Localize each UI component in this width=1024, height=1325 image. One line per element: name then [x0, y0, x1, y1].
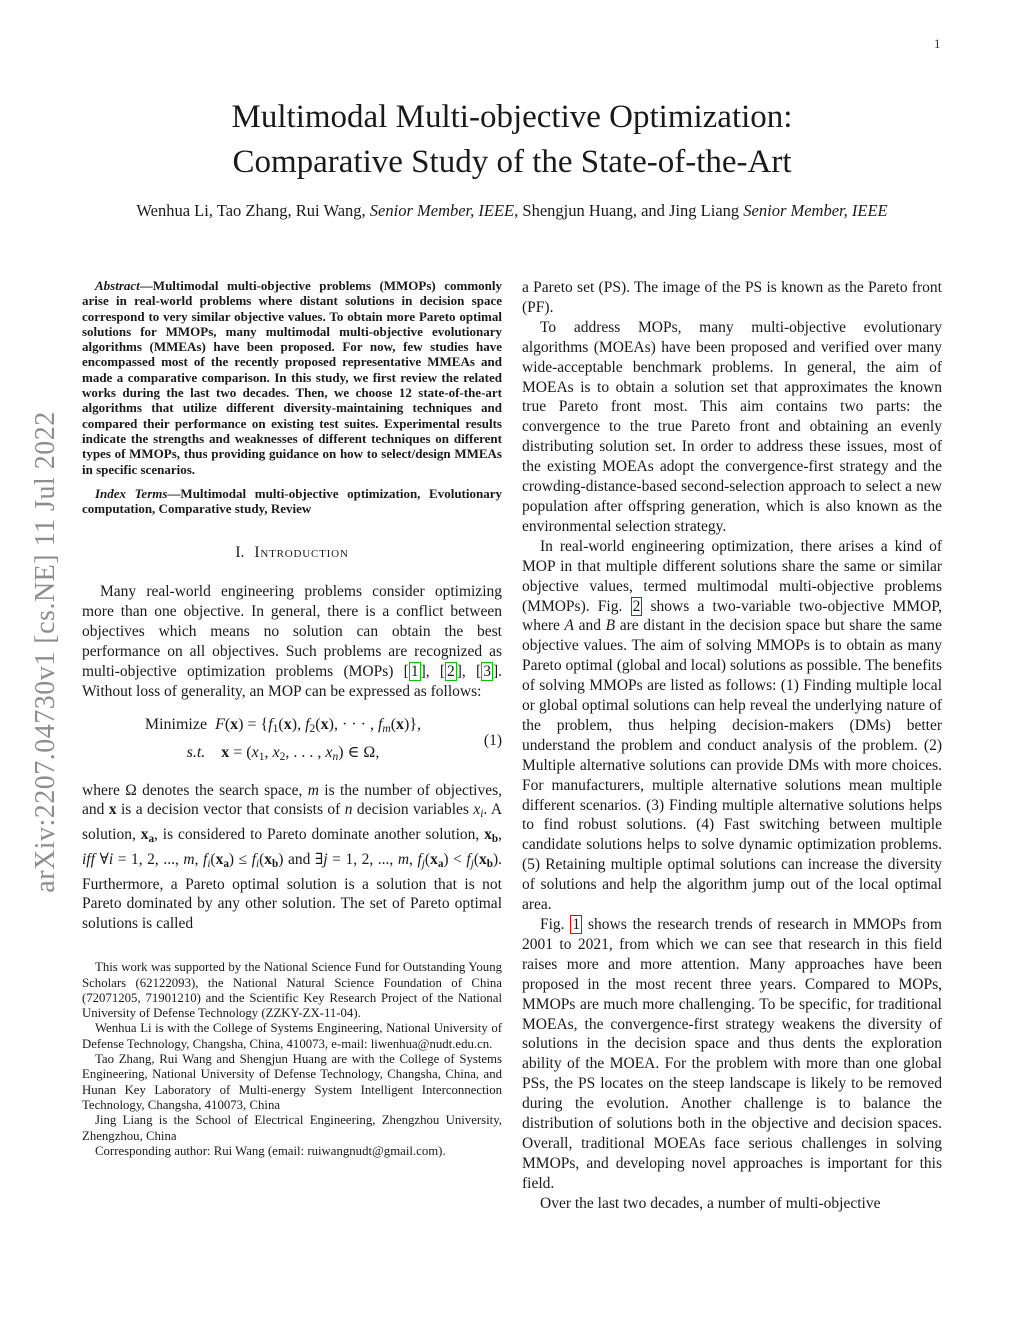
equation-body: [82, 713, 484, 769]
footnote-corresponding-author: Corresponding author: Rui Wang (email: ruiwangnudt@gmail.com).: [95, 1143, 446, 1158]
right-paragraph-1: a Pareto set (PS). The image of the PS is known as the Pareto front (PF).: [522, 279, 942, 316]
citation-link[interactable]: 1: [410, 662, 419, 680]
footnote-author-1: Wenhua Li is with the College of Systems Engineering, National University of Defense Technology, Changsha, China, 410073, e-mail: liwenhua@nudt.edu.cn.: [82, 1021, 502, 1051]
right-paragraph-5: Over the last two decades, a number of multi-objective: [540, 1194, 881, 1212]
section-heading-introduction: [82, 543, 502, 563]
footnotes-block: [82, 960, 502, 1159]
page-title: [0, 95, 1024, 185]
column-left: [82, 278, 502, 1214]
section-title: Introduction: [254, 544, 349, 562]
figure-link[interactable]: 1: [572, 916, 581, 933]
arxiv-watermark: arXiv:2207.04730v1 [cs.NE] 11 Jul 2022: [30, 411, 61, 893]
intro-paragraph-1: Many real-world engineering problems consider optimizing more than one objective. In general, there is a conflict between objectives which means no solution can obtain the best performance on all objectives. Such problems are recognized as multi-objective optimization problems (MOPs) [ 1 ], [ 2 ], [ 3 ]. Without loss of generality, an MOP can be expressed as follows:: [82, 583, 503, 700]
footnote-author-2: Tao Zhang, Rui Wang and Shengjun Huang are with the College of Systems Engineering, National University of Defense Technology, Changsha, China, and Hunan Key Laboratory of Multi-energy System Intelligent Interconnection Technology, Changsha, 410073, China: [82, 1052, 502, 1112]
equation-1: [82, 713, 502, 769]
figure-link[interactable]: 2: [632, 597, 641, 615]
footnote-funding: This work was supported by the National Science Fund for Outstanding Young Scholars (62122093), the National Natural Science Foundation of China (72071205, 71901210) and the Scientific Key Research Project of the National University of Defense Technology (ZZKY-ZX-11-04).: [82, 960, 502, 1021]
section-number: I.: [235, 544, 245, 562]
equation-line-1: Minimize $F(x) = \{f_1(x)$, $f_2(x)$, · · · , $f_m(x)$},: [144, 715, 422, 735]
title-line-2: Comparative Study of the State-of-the-Art: [232, 144, 792, 180]
equation-number: (1): [483, 731, 502, 749]
right-paragraph-2: To address MOPs, many multi-objective evolutionary algorithms (MOEAs) have been proposed and verified over many wide-acceptable benchmark problems. In general, the aim of MOEAs is to obtain a solution set that approximates the known true Pareto front most. This aim contains two parts: the convergence to the true Pareto front and obtaining an evenly distributing solution set. In order to address these issues, most of the existing MOEAs adopt the convergence-first strategy and the crowding-distance-based second-selection approach to select a new population after offspring generation, which is also known as the environmental selection strategy.: [522, 318, 942, 535]
title-line-1: Multimodal Multi-objective Optimization:: [231, 99, 793, 135]
equation-line-2: s.t. $x = (x_1$, $x_2$, . . . , $x_n$) ∈ Ω,: [186, 743, 380, 763]
footnote-author-3: Jing Liang is the School of Electrical Engineering, Zhengzhou University, Zhengzhou, China: [82, 1113, 502, 1143]
abstract-paragraph: Abstract—Multimodal multi-objective problems (MMOPs) commonly arise in real-world problems where distant solutions in decision space correspond to very similar objective values. To obtain more Pareto optimal solutions for MMOPs, many multimodal multi-objective evolutionary algorithms (MMEAs) have been proposed. For now, few studies have encompassed most of the recently proposed representative MMEAs and made a comparative comparison. In this study, we first review the related works during the last two decades. Then, we choose 12 state-of-the-art algorithms that utilize different diversity-maintaining techniques and compared their performance on existing test suites. Experimental results indicate the strengths and weaknesses of different techniques on different types of MMOPs, thus providing guidance on how to select/design MMEAs in specific scenarios.: [82, 278, 502, 477]
paper-header: [0, 0, 1024, 221]
citation-link[interactable]: 3: [483, 662, 491, 680]
citation-link[interactable]: 2: [447, 662, 455, 680]
right-paragraph-3: In real-world engineering optimization, there arises a kind of MOP in that multiple different solutions share the same or similar objective values, termed multimodal multi-objective problems (MMOPs). Fig. 2 shows a two-variable two-objective MMOP, where A and B are distant in the decision space but share the same objective values. The aim of solving MMOPs is to obtain as many Pareto optimal (global and local) solutions as possible. The benefits of solving MMOPs are listed as follows: (1) Finding multiple local or global optimal solutions can help reveal the underlying nature of the problem, thus helping decision-makers (DMs) better understand the problem and conduct analysis of the problem. (2) Multiple alternative solutions can provide DMs with more choices. For manufacturers, multiple alternative solutions mean multiple different scenarios. (3) Finding multiple alternative solutions helps to find robust solutions. (4) Fast switching between multiple candidate solutions helps to solve dynamic optimization problems. (5) Retaining multiple optimal solutions can increase the diversity of solutions and help the algorithm jump out of the local optimal area.: [522, 537, 943, 914]
right-paragraph-4: Fig. 1 shows the research trends of research in MMOPs from 2001 to 2021, from which we can see that research in this field raises more and more attention. Many approaches have been proposed in the most recent three years. Compared to MOPs, MMOPs are much more challenging. To be specific, for traditional MOEAs, the convergence-first strategy weakens the diversity of solutions in the decision space and thus dents the exploration ability of the MOEA. For the problem with more than one global PSs, the PS locates on the steep landscape is likely to be removed during the evolution. Another challenge is to balance the distribution of solutions both in the objective and decision spaces. Overall, traditional MOEAs face serious challenges in solving MMOPs, and developing novel approaches is important for this field.: [522, 916, 942, 1192]
page-number: 1: [934, 36, 941, 51]
index-terms-paragraph: Index Terms—Multimodal multi-objective optimization, Evolutionary computation, Comparative study, Review: [82, 485, 502, 517]
column-right: [522, 278, 942, 1214]
authors-line: Wenhua Li, Tao Zhang, Rui Wang, Senior Member, IEEE, Shengjun Huang, and Jing Liang Senior Member, IEEE: [136, 201, 888, 220]
intro-paragraph-2: where Ω denotes the search space, m is the number of objectives, and x is a decision vector that consists of n decision variables $x_i$. A solution, $x_a$, is considered to Pareto dominate another solution, $x_b$, iff ∀i = 1, 2, ..., m, $f_i(x_a) \le f_i(x_b)$ and ∃j = 1, 2, ..., m, $f_j(x_a) < f_j(x_b)$. Furthermore, a Pareto optimal solution is a solution that is not Pareto dominated by any other solution. The set of Pareto optimal solutions is called: [82, 781, 503, 933]
two-column-body: [0, 278, 1024, 1214]
